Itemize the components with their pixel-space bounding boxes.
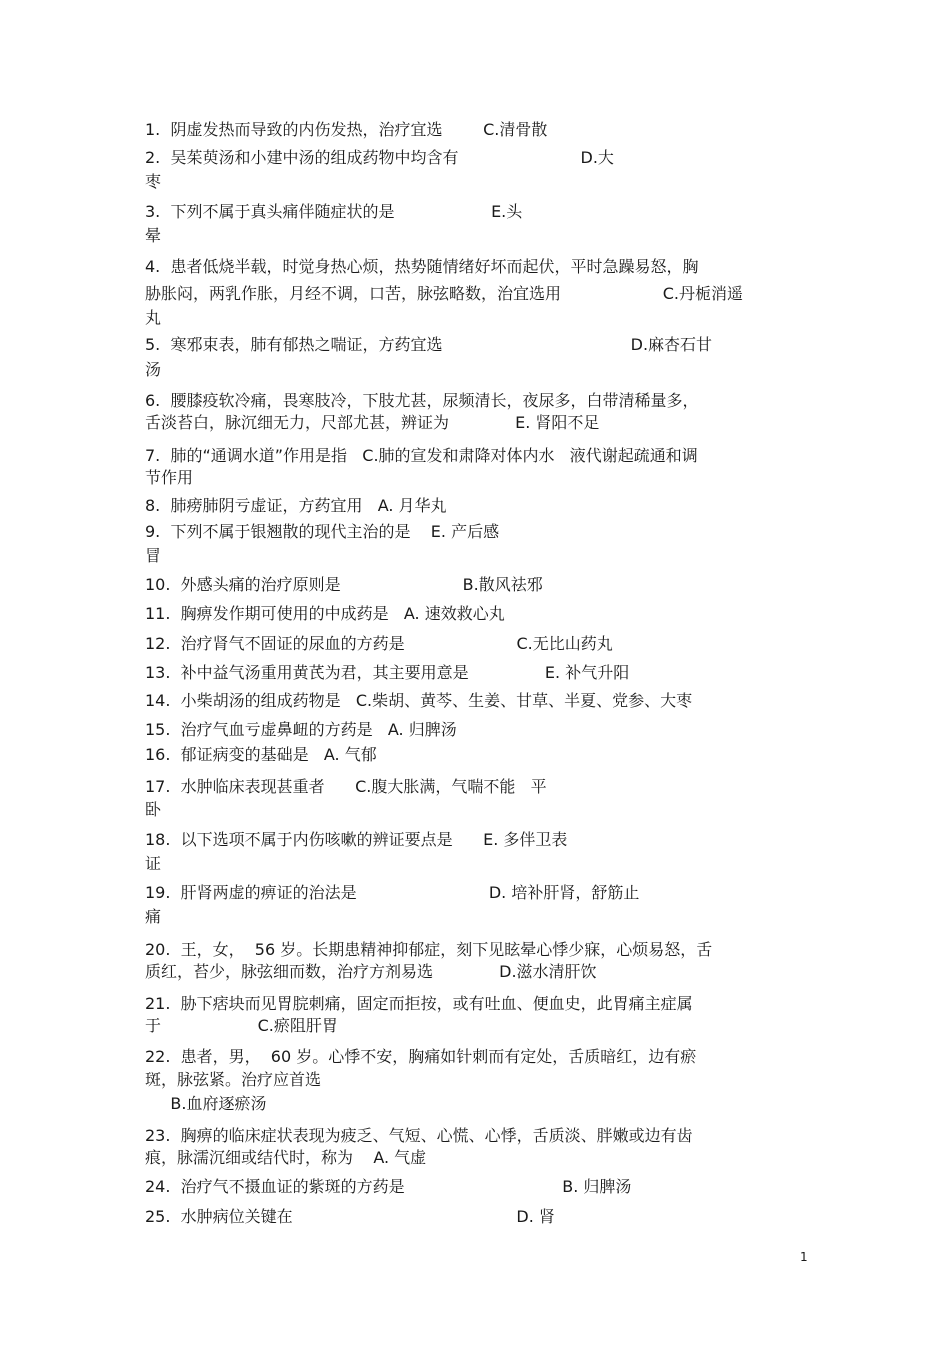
- text-line: 19. 肝肾两虚的痹证的治法是 D. 培补肝肾，舒筋止: [145, 883, 640, 902]
- text-line: B.血府逐瘀汤: [145, 1094, 267, 1113]
- text-line: 23. 胸痹的临床症状表现为疲乏、气短、心慌、心悸，舌质淡、胖嫩或边有齿: [145, 1126, 693, 1145]
- text-line: 舌淡苔白，脉沉细无力，尺部尤甚，辨证为 E. 肾阳不足: [145, 413, 600, 432]
- text-line: 2. 吴茱萸汤和小建中汤的组成药物中均含有 D.大: [145, 148, 614, 167]
- text-line: 16. 郁证病变的基础是 A. 气郁: [145, 745, 377, 764]
- text-line: 节作用: [145, 468, 194, 487]
- text-line: 22. 患者，男， 60 岁。心悸不安，胸痛如针刺而有定处，舌质暗红，边有瘀: [145, 1047, 697, 1066]
- text-line: 14. 小柴胡汤的组成药物是 C.柴胡、黄芩、生姜、甘草、半夏、党参、大枣: [145, 691, 693, 710]
- text-line: 15. 治疗气血亏虚鼻衄的方药是 A. 归脾汤: [145, 720, 457, 739]
- text-line: 13. 补中益气汤重用黄芪为君，其主要用意是 E. 补气升阳: [145, 663, 630, 682]
- text-line: 卧: [145, 800, 162, 819]
- text-line: 3. 下列不属于真头痛伴随症状的是 E.头: [145, 202, 523, 221]
- text-line: 汤: [145, 360, 162, 379]
- text-line: 痕，脉濡沉细或结代时，称为 A. 气虚: [145, 1148, 427, 1167]
- text-line: 冒: [145, 546, 162, 565]
- page-number: 1: [800, 1250, 808, 1264]
- text-line: 6. 腰膝疫软冷痛，畏寒肢冷，下肢尤甚，尿频清长，夜尿多，白带清稀量多，: [145, 391, 699, 410]
- text-line: 7. 肺的“通调水道”作用是指 C.肺的宣发和肃降对体内水 液代谢起疏通和调: [145, 446, 698, 465]
- text-line: 9. 下列不属于银翘散的现代主治的是 E. 产后感: [145, 522, 500, 541]
- text-line: 痛: [145, 907, 162, 926]
- text-line: 18. 以下选项不属于内伤咳嗽的辨证要点是 E. 多伴卫表: [145, 830, 568, 849]
- text-line: 17. 水肿临床表现甚重者 C.腹大胀满，气喘不能 平: [145, 777, 547, 796]
- text-line: 证: [145, 854, 162, 873]
- text-line: 质红，苔少，脉弦细而数，治疗方剂易选 D.滋水清肝饮: [145, 962, 597, 981]
- text-line: 8. 肺痨肺阴亏虚证，方药宜用 A. 月华丸: [145, 496, 447, 515]
- text-line: 1. 阴虚发热而导致的内伤发热，治疗宜选 C.清骨散: [145, 120, 548, 139]
- text-line: 24. 治疗气不摄血证的紫斑的方药是 B. 归脾汤: [145, 1177, 632, 1196]
- text-line: 晕: [145, 226, 162, 245]
- text-line: 21. 胁下痞块而见胃脘刺痛，固定而拒按，或有吐血、便血史，此胃痛主症属: [145, 994, 693, 1013]
- text-line: 10. 外感头痛的治疗原则是 B.散风祛邪: [145, 575, 543, 594]
- text-line: 25. 水肿病位关键在 D. 肾: [145, 1207, 555, 1226]
- text-line: 丸: [145, 308, 162, 327]
- text-line: 11. 胸痹发作期可使用的中成药是 A. 速效救心丸: [145, 604, 505, 623]
- text-line: 5. 寒邪束表，肺有郁热之喘证，方药宜选 D.麻杏石甘: [145, 335, 713, 354]
- text-line: 4. 患者低烧半载，时觉身热心烦，热势随情绪好坏而起伏，平时急躁易怒，胸: [145, 257, 699, 276]
- text-line: 胁胀闷，两乳作胀，月经不调，口苦，脉弦略数，治宜选用 C.丹栀消遥: [145, 284, 743, 303]
- text-line: 于 C.瘀阻肝胃: [145, 1016, 338, 1035]
- text-line: 12. 治疗肾气不固证的尿血的方药是 C.无比山药丸: [145, 634, 613, 653]
- text-line: 斑，脉弦紧。治疗应首选: [145, 1070, 322, 1089]
- text-line: 20. 王，女， 56 岁。长期患精神抑郁症，刻下见眩晕心悸少寐，心烦易怒，舌: [145, 940, 713, 959]
- text-line: 枣: [145, 172, 162, 191]
